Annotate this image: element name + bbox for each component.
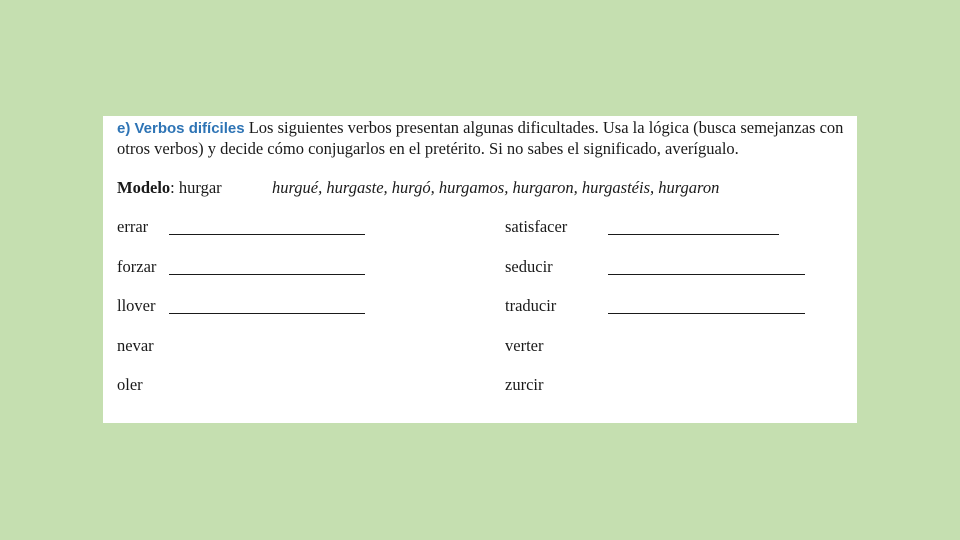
modelo-label: Modelo <box>117 178 171 197</box>
answer-blank-seducir[interactable] <box>608 274 805 275</box>
modelo-answer: hurgué, hurgaste, hurgó, hurgamos, hurgaron, hurgastéis, hurgaron <box>272 178 720 197</box>
exercise-title: e) Verbos difíciles <box>117 120 245 137</box>
verb-satisfacer: satisfacer <box>505 217 568 236</box>
answer-blank-traducir[interactable] <box>608 313 805 314</box>
answer-blank-forzar[interactable] <box>169 274 365 275</box>
verb-errar: errar <box>117 217 149 236</box>
verb-zurcir: zurcir <box>505 375 544 394</box>
answer-blank-llover[interactable] <box>169 313 365 314</box>
verb-seducir: seducir <box>505 257 553 276</box>
answer-blank-satisfacer[interactable] <box>608 234 779 235</box>
verb-verter: verter <box>505 336 544 355</box>
modelo-verb: : hurgar <box>170 178 222 197</box>
worksheet <box>103 116 857 423</box>
exercise-instructions: Los siguientes verbos presentan algunas dificultades. Usa la lógica (busca semejanzas con otros verbos) y decide cómo conjugarlos en el pretérito. Si no sabes el significado, averígualo. <box>117 118 844 158</box>
verb-forzar: forzar <box>117 257 157 276</box>
answer-blank-errar[interactable] <box>169 234 365 235</box>
verb-oler: oler <box>117 375 143 394</box>
modelo-line <box>117 178 720 198</box>
verb-traducir: traducir <box>505 296 557 315</box>
verb-llover: llover <box>117 296 156 315</box>
verb-nevar: nevar <box>117 336 154 355</box>
exercise-intro <box>117 118 847 159</box>
